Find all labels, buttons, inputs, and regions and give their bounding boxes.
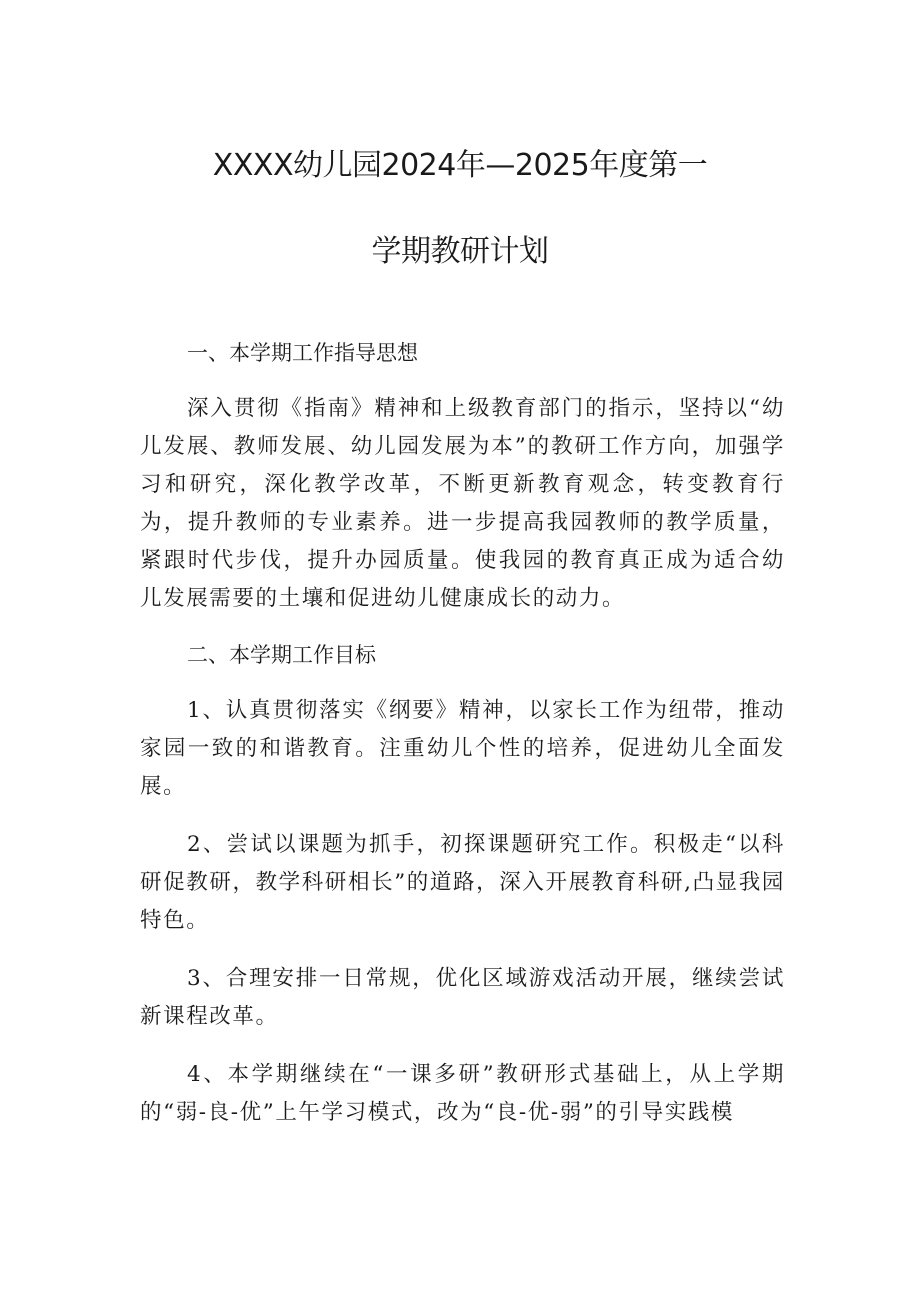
- paragraph-goal-1: 1、认真贯彻落实《纲要》精神，以家长工作为纽带，推动家园一致的和谐教育。注重幼儿个性的培养，促进幼儿全面发展。: [140, 698, 785, 799]
- paragraph-goal-3: 3、合理安排一日常规，优化区域游戏活动开展，继续尝试新课程改革。: [140, 966, 785, 1029]
- paragraph-goal-2: 2、尝试以课题为抓手，初探课题研究工作。积极走“以科研促教研，教学科研相长”的道路，深入开展教育科研,凸显我园特色。: [140, 832, 785, 933]
- document-title-line-2: 学期教研计划: [371, 234, 549, 269]
- section-heading-guiding-ideology: 一、本学期工作指导思想: [187, 341, 418, 365]
- section-heading-work-goals: 二、本学期工作目标: [187, 643, 376, 667]
- document-body: [140, 334, 785, 1132]
- paragraph-goal-4: 4、本学期继续在“一课多研”教研形式基础上，从上学期的“弱-良-优”上午学习模式，改为“良-优-弱”的引导实践模: [140, 1062, 785, 1125]
- paragraph-guiding-ideology: 深入贯彻《指南》精神和上级教育部门的指示，坚持以“幼儿发展、教师发展、幼儿园发展为本”的教研工作方向，加强学习和研究，深化教学改革，不断更新教育观念，转变教育行为，提升教师的专业素养。进一步提高我园教师的教学质量，紧跟时代步伐，提升办园质量。使我园的教育真正成为适合幼儿发展需要的土壤和促进幼儿健康成长的动力。: [140, 396, 785, 611]
- document-title-line-1: XXXX幼儿园2024年—2025年度第一: [212, 148, 708, 183]
